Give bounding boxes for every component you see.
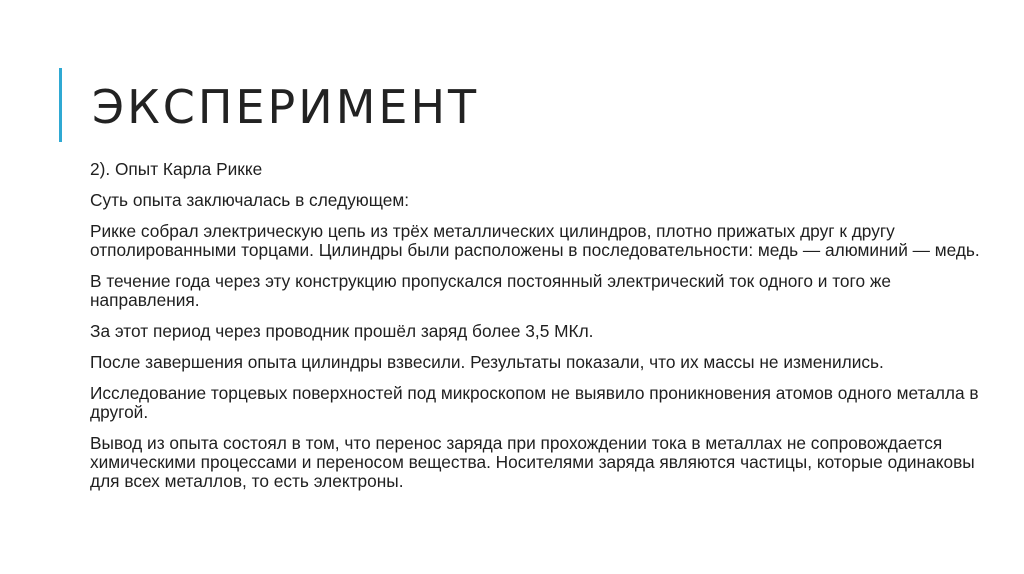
title-accent-bar: [59, 68, 62, 142]
slide-body: [90, 160, 990, 503]
slide-title: ЭКСПЕРИМЕНТ: [92, 80, 480, 134]
paragraph-result: После завершения опыта цилиндры взвесили. Результаты показали, что их массы не изменились.: [90, 352, 884, 372]
paragraph-duration: В течение года через эту конструкцию пропускался постоянный электрический ток одного и того же направления.: [90, 271, 892, 310]
paragraph-charge: За этот период через проводник прошёл заряд более 3,5 МКл.: [90, 321, 594, 341]
paragraph-setup: Рикке собрал электрическую цепь из трёх металлических цилиндров, плотно прижатых друг к другу отполированными торцами. Цилиндры были расположены в последовательности: медь — алюминий — медь.: [90, 221, 980, 260]
paragraph-microscope: Исследование торцевых поверхностей под микроскопом не выявило проникновения атомов одного металла в другой.: [90, 383, 979, 422]
paragraph-conclusion: Вывод из опыта состоял в том, что перенос заряда при прохождении тока в металлах не сопровождается химическими процессами и переносом вещества. Носителями заряда являются частицы, которые одинаковы для всех металлов, то есть электроны.: [90, 433, 975, 491]
paragraph-heading: 2). Опыт Карла Рикке: [90, 159, 263, 179]
paragraph-intro: Суть опыта заключалась в следующем:: [90, 190, 410, 210]
